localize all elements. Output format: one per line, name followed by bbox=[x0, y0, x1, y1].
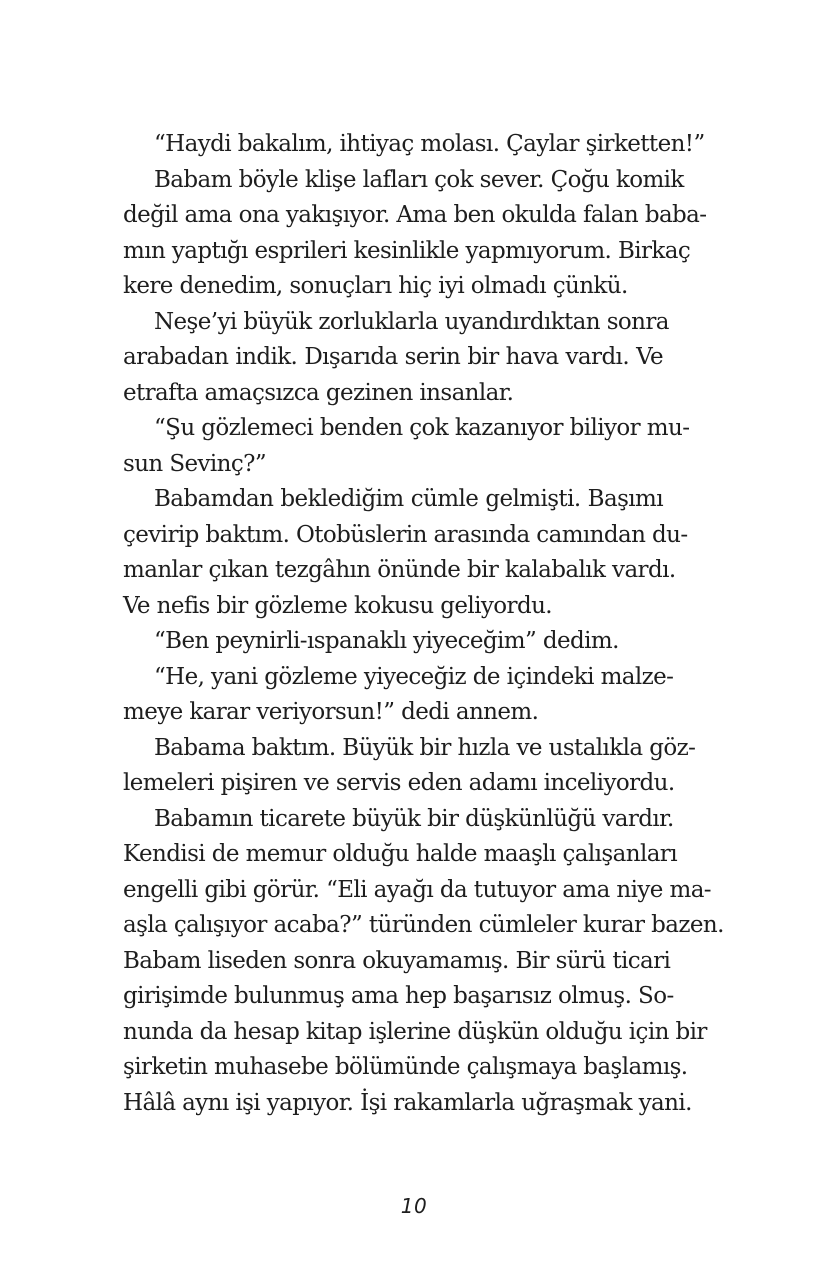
text-line: girişimde bulunmuş ama hep başarısız olmuş. So- bbox=[123, 983, 674, 1009]
text-line: nunda da hesap kitap işlerine düşkün olduğu için bir bbox=[123, 1018, 707, 1045]
page-number: 10 bbox=[400, 1194, 428, 1218]
text-line: engelli gibi görür. “Eli ayağı da tutuyor ama niye ma- bbox=[123, 876, 711, 903]
text-line: şirketin muhasebe bölümünde çalışmaya başlamış. bbox=[123, 1054, 688, 1080]
text-line: “Ben peynirli-ıspanaklı yiyeceğim” dedim. bbox=[154, 628, 619, 654]
body-text bbox=[123, 127, 724, 1121]
text-line: manlar çıkan tezgâhın önünde bir kalabalık vardı. bbox=[123, 557, 676, 583]
text-line: Ve nefis bir gözleme kokusu geliyordu. bbox=[123, 592, 552, 619]
text-line: “He, yani gözleme yiyeceğiz de içindeki malze- bbox=[154, 663, 674, 690]
text-line: çevirip baktım. Otobüslerin arasında camından du- bbox=[123, 521, 688, 548]
text-line: Babam liseden sonra okuyamamış. Bir sürü ticari bbox=[123, 947, 671, 974]
text-line: değil ama ona yakışıyor. Ama ben okulda falan baba- bbox=[123, 202, 707, 228]
text-line: kere denedim, sonuçları hiç iyi olmadı çünkü. bbox=[123, 273, 628, 299]
text-line: lemeleri pişiren ve servis eden adamı inceliyordu. bbox=[123, 770, 675, 796]
text-line: mın yaptığı esprileri kesinlikle yapmıyorum. Birkaç bbox=[123, 237, 691, 264]
text-line: Hâlâ aynı işi yapıyor. İşi rakamlarla uğraşmak yani. bbox=[123, 1089, 692, 1116]
text-line: Babamın ticarete büyük bir düşkünlüğü vardır. bbox=[154, 805, 674, 832]
text-line: Babama baktım. Büyük bir hızla ve ustalıkla göz- bbox=[154, 734, 696, 761]
text-line: arabadan indik. Dışarıda serin bir hava vardı. Ve bbox=[123, 344, 663, 370]
text-line: “Şu gözlemeci benden çok kazanıyor biliyor mu- bbox=[154, 415, 690, 441]
text-line: Babamdan beklediğim cümle gelmişti. Başımı bbox=[154, 486, 663, 512]
text-line: sun Sevinç?” bbox=[123, 450, 267, 477]
text-line: meye karar veriyorsun!” dedi annem. bbox=[123, 699, 539, 725]
text-line: Babam böyle klişe lafları çok sever. Çoğu komik bbox=[154, 166, 684, 193]
text-line: Kendisi de memur olduğu halde maaşlı çalışanları bbox=[123, 841, 677, 867]
text-line: “Haydi bakalım, ihtiyaç molası. Çaylar şirketten!” bbox=[154, 131, 705, 157]
text-line: aşla çalışıyor acaba?” türünden cümleler kurar bazen. bbox=[123, 912, 724, 938]
text-line: etrafta amaçsızca gezinen insanlar. bbox=[123, 379, 514, 406]
text-line: Neşe’yi büyük zorluklarla uyandırdıktan sonra bbox=[154, 308, 669, 335]
